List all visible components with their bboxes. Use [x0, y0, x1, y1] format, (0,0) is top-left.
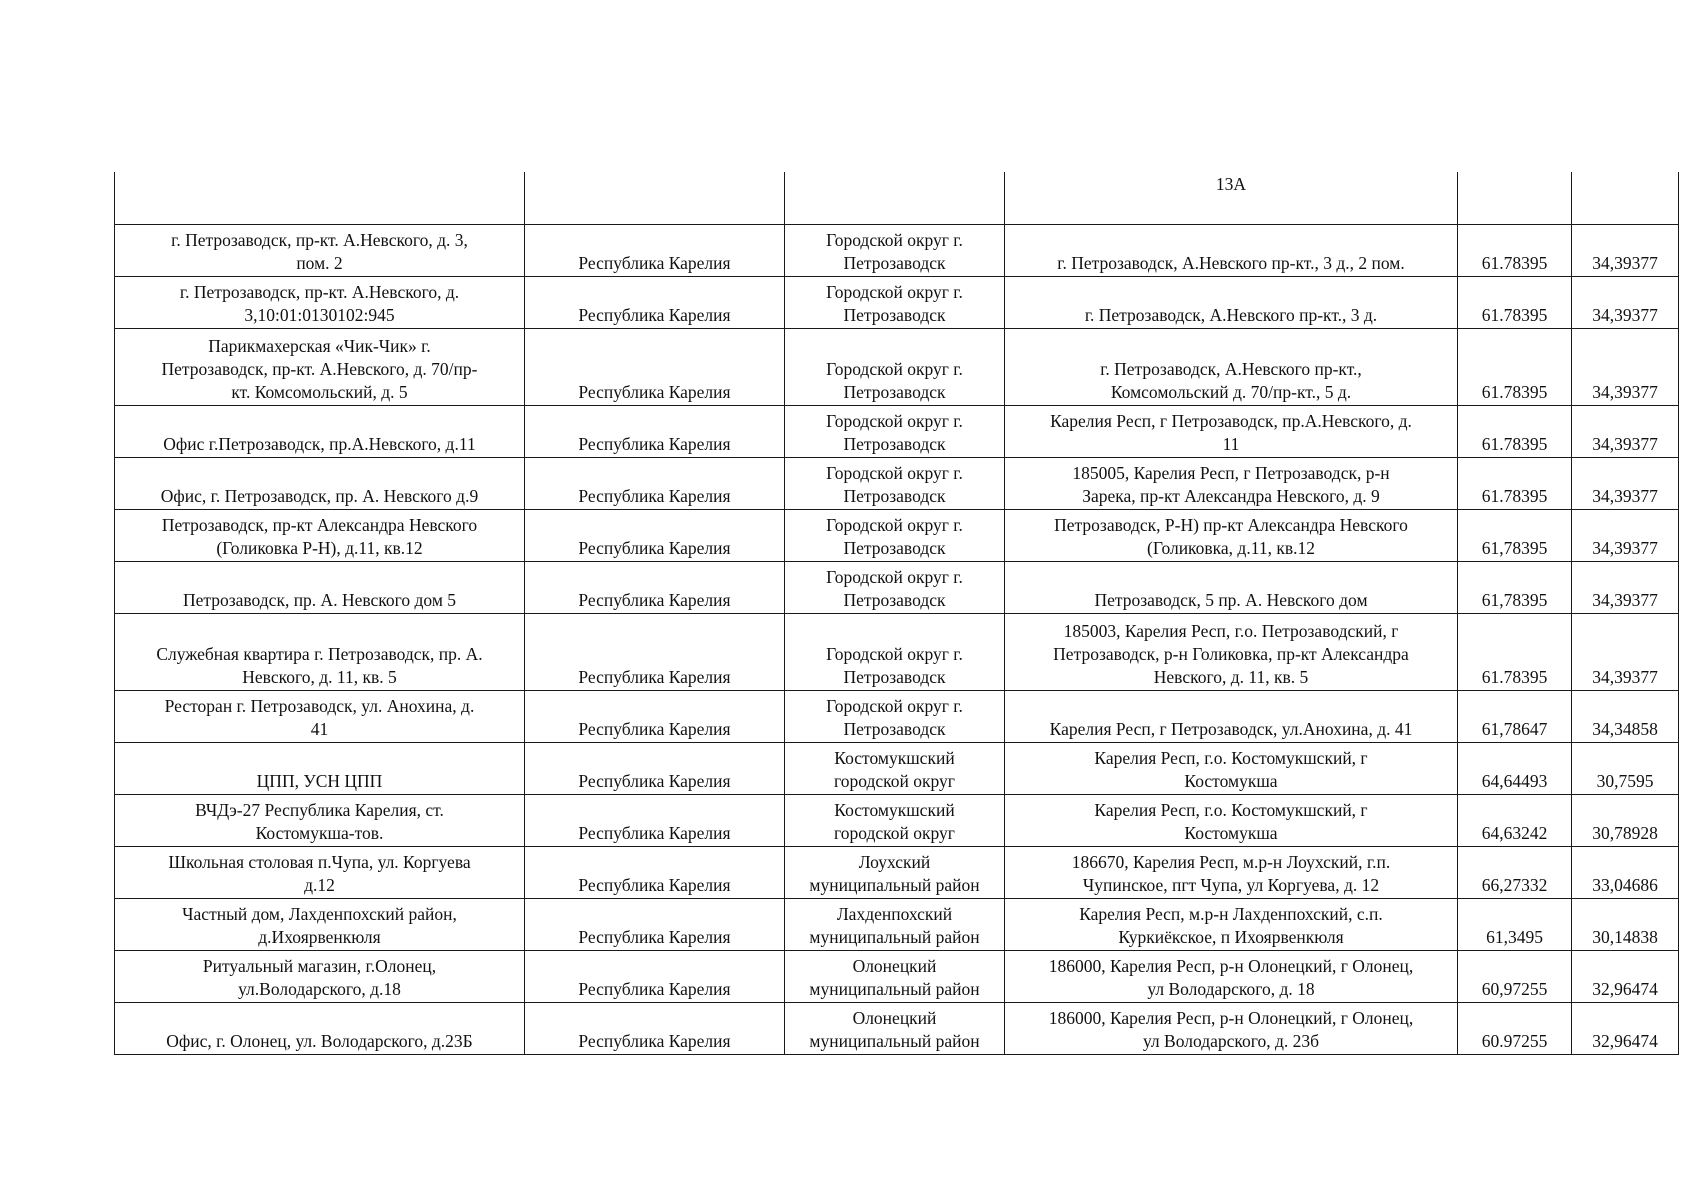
table-row — [115, 509, 1679, 561]
table-cell — [1005, 794, 1458, 846]
table-cell — [525, 328, 785, 405]
cell-text: ВЧДэ-27 Республика Карелия, ст. Костомукша-тов. — [195, 799, 444, 843]
table-cell — [525, 509, 785, 561]
table-cell — [785, 898, 1005, 950]
table-cell — [115, 561, 525, 613]
table-cell — [115, 794, 525, 846]
cell-text: Республика Карелия — [578, 1030, 731, 1051]
cell-text: Городской округ г. Петрозаводск — [826, 566, 963, 610]
table-cell — [1005, 1002, 1458, 1054]
cell-text: 186670, Карелия Респ, м.р-н Лоухский, г.п. Чупинское, пгт Чупа, ул Коргуева, д. 12 — [1071, 851, 1391, 895]
table-cell — [1572, 742, 1679, 794]
cell-text: Лоухский муниципальный район — [809, 851, 980, 895]
cell-text: 32,96474 — [1592, 978, 1658, 999]
table-cell — [115, 224, 525, 276]
table-cell — [1572, 457, 1679, 509]
table-cell — [1572, 405, 1679, 457]
table-cell — [525, 846, 785, 898]
cell-text: Городской округ г. Петрозаводск — [826, 695, 963, 739]
table-cell — [525, 405, 785, 457]
cell-text: 34,39377 — [1592, 666, 1658, 687]
cell-text: Олонецкий муниципальный район — [809, 955, 980, 999]
cell-text: 30,7595 — [1596, 770, 1654, 791]
table-row — [115, 276, 1679, 328]
table-cell — [1458, 794, 1572, 846]
table-cell — [1458, 172, 1572, 224]
table-cell — [1572, 328, 1679, 405]
table-cell — [785, 690, 1005, 742]
table-row — [115, 561, 1679, 613]
table-cell — [1005, 328, 1458, 405]
cell-text: 33,04686 — [1592, 874, 1658, 895]
cell-text: Карелия Респ, г Петрозаводск, ул.Анохина, д. 41 — [1049, 718, 1413, 739]
cell-text: Республика Карелия — [578, 381, 731, 402]
cell-text: 34,39377 — [1592, 537, 1658, 558]
cell-text: 61.78395 — [1481, 433, 1548, 454]
table-cell — [525, 1002, 785, 1054]
table-cell — [115, 846, 525, 898]
cell-text: 30,14838 — [1592, 926, 1658, 947]
table-cell — [1572, 898, 1679, 950]
cell-text: Парикмахерская «Чик-Чик» г. Петрозаводск, пр-кт. А.Невского, д. 70/пр- кт. Комсомольский, д. 5 — [161, 335, 478, 402]
table-cell — [785, 742, 1005, 794]
cell-text: Костомукшский городской округ — [834, 799, 955, 843]
cell-text: 186000, Карелия Респ, р-н Олонецкий, г Олонец, ул Володарского, д. 23б — [1048, 1007, 1414, 1051]
cell-text: Офис г.Петрозаводск, пр.А.Невского, д.11 — [163, 433, 476, 454]
table-cell — [1458, 405, 1572, 457]
cell-text: 13А — [1215, 174, 1247, 194]
table-cell — [525, 613, 785, 690]
cell-text: ЦПП, УСН ЦПП — [256, 770, 383, 791]
table-cell — [1458, 561, 1572, 613]
table-cell — [1005, 276, 1458, 328]
cell-text: 61.78395 — [1481, 666, 1548, 687]
table-cell — [1458, 690, 1572, 742]
cell-text: Республика Карелия — [578, 978, 731, 999]
cell-text: Карелия Респ, г.о. Костомукшский, г Костомукша — [1094, 747, 1368, 791]
table-cell — [785, 328, 1005, 405]
cell-text: Карелия Респ, м.р-н Лахденпохский, с.п. Куркиёкское, п Ихоярвенкюля — [1079, 903, 1383, 947]
table-cell — [525, 950, 785, 1002]
table-cell — [1005, 898, 1458, 950]
cell-text: 34,39377 — [1592, 304, 1658, 325]
table-cell — [1005, 457, 1458, 509]
cell-text: Городской округ г. Петрозаводск — [826, 358, 963, 402]
table-cell — [1458, 328, 1572, 405]
table-cell — [525, 224, 785, 276]
table-row — [115, 898, 1679, 950]
table-cell — [1572, 690, 1679, 742]
table-cell — [525, 794, 785, 846]
cell-text: Петрозаводск, 5 пр. А. Невского дом — [1094, 589, 1368, 610]
table-cell — [115, 457, 525, 509]
cell-text: Костомукшский городской округ — [834, 747, 955, 791]
cell-text: Республика Карелия — [578, 874, 731, 895]
table-cell — [1458, 1002, 1572, 1054]
cell-text: г. Петрозаводск, А.Невского пр-кт., Комсомольский д. 70/пр-кт., 5 д. — [1100, 358, 1362, 402]
table-row — [115, 794, 1679, 846]
cell-text: Карелия Респ, г.о. Костомукшский, г Костомукша — [1094, 799, 1368, 843]
table-row — [115, 457, 1679, 509]
table-cell — [1572, 224, 1679, 276]
cell-text: 61.78395 — [1481, 381, 1548, 402]
cell-text: Петрозаводск, Р-Н) пр-кт Александра Невского (Голиковка, д.11, кв.12 — [1054, 514, 1408, 558]
table-cell — [115, 613, 525, 690]
cell-text: 32,96474 — [1592, 1030, 1658, 1051]
cell-text: 61.78395 — [1481, 485, 1548, 506]
table-cell — [115, 742, 525, 794]
table-cell — [525, 172, 785, 224]
cell-text: Служебная квартира г. Петрозаводск, пр. А. Невского, д. 11, кв. 5 — [156, 643, 483, 687]
cell-text: Карелия Респ, г Петрозаводск, пр.А.Невского, д. 11 — [1050, 410, 1412, 454]
table-cell — [785, 509, 1005, 561]
table-cell — [525, 898, 785, 950]
cell-text: 34,39377 — [1592, 381, 1658, 402]
cell-text: 30,78928 — [1592, 822, 1658, 843]
cell-text: г. Петрозаводск, А.Невского пр-кт., 3 д., 2 пом. — [1057, 252, 1405, 273]
table-cell — [785, 457, 1005, 509]
cell-text: Городской округ г. Петрозаводск — [826, 281, 963, 325]
cell-text: 66,27332 — [1481, 874, 1548, 895]
table-row — [115, 846, 1679, 898]
cell-text: 64,63242 — [1481, 822, 1548, 843]
cell-text: Городской округ г. Петрозаводск — [826, 229, 963, 273]
table-row — [115, 690, 1679, 742]
table-cell — [115, 172, 525, 224]
table-cell — [115, 950, 525, 1002]
cell-text: 34,39377 — [1592, 589, 1658, 610]
cell-text: Республика Карелия — [578, 718, 731, 739]
cell-text: Республика Карелия — [578, 926, 731, 947]
table-cell — [785, 276, 1005, 328]
table-row — [115, 1002, 1679, 1054]
table-cell — [525, 457, 785, 509]
table-cell — [115, 328, 525, 405]
table-cell — [1005, 846, 1458, 898]
table-cell — [785, 561, 1005, 613]
cell-text: Республика Карелия — [578, 485, 731, 506]
table-cell — [1458, 898, 1572, 950]
table-cell — [1458, 613, 1572, 690]
cell-text: 61.78395 — [1481, 304, 1548, 325]
cell-text: 61,3495 — [1486, 926, 1543, 947]
table-row — [115, 172, 1679, 224]
table-cell — [1458, 224, 1572, 276]
cell-text: Олонецкий муниципальный район — [809, 1007, 980, 1051]
cell-text: 61,78395 — [1481, 537, 1548, 558]
table-cell — [1572, 794, 1679, 846]
table-cell — [1458, 846, 1572, 898]
cell-text: 34,39377 — [1592, 485, 1658, 506]
cell-text: 34,39377 — [1592, 433, 1658, 454]
table-cell — [115, 276, 525, 328]
cell-text: г. Петрозаводск, пр-кт. А.Невского, д. 3, пом. 2 — [171, 229, 468, 273]
table-cell — [785, 405, 1005, 457]
table-row — [115, 405, 1679, 457]
address-table — [114, 172, 1679, 1055]
table-cell — [785, 1002, 1005, 1054]
table-cell — [1005, 509, 1458, 561]
cell-text: 61,78647 — [1481, 718, 1548, 739]
cell-text: Городской округ г. Петрозаводск — [826, 410, 963, 454]
table-cell — [1005, 172, 1458, 224]
cell-text: 185003, Карелия Респ, г.о. Петрозаводский, г Петрозаводск, р-н Голиковка, пр-кт Александра Невского, д. 11, кв. 5 — [1053, 620, 1409, 687]
cell-text: 186000, Карелия Респ, р-н Олонецкий, г Олонец, ул Володарского, д. 18 — [1048, 955, 1414, 999]
table-row — [115, 950, 1679, 1002]
cell-text: 60.97255 — [1481, 1030, 1548, 1051]
table-cell — [785, 846, 1005, 898]
cell-text: Ресторан г. Петрозаводск, ул. Анохина, д. 41 — [164, 695, 475, 739]
cell-text: Республика Карелия — [578, 666, 731, 687]
table-cell — [1458, 742, 1572, 794]
table-cell — [1572, 1002, 1679, 1054]
table-cell — [525, 276, 785, 328]
cell-text: г. Петрозаводск, А.Невского пр-кт., 3 д. — [1084, 304, 1378, 325]
table-cell — [785, 224, 1005, 276]
table-body — [115, 172, 1679, 1054]
cell-text: Школьная столовая п.Чупа, ул. Коргуева д.12 — [168, 851, 471, 895]
cell-text: Лахденпохский муниципальный район — [809, 903, 980, 947]
table-cell — [1572, 509, 1679, 561]
table-cell — [785, 613, 1005, 690]
table-cell — [525, 690, 785, 742]
cell-text: 60,97255 — [1481, 978, 1548, 999]
cell-text: Частный дом, Лахденпохский район, д.Ихоярвенкюля — [182, 903, 457, 947]
table-cell — [115, 690, 525, 742]
cell-text: Республика Карелия — [578, 589, 731, 610]
cell-text: 34,39377 — [1592, 252, 1658, 273]
table-cell — [1572, 950, 1679, 1002]
cell-text: Республика Карелия — [578, 304, 731, 325]
table-row — [115, 328, 1679, 405]
cell-text: Республика Карелия — [578, 537, 731, 558]
table-cell — [1458, 509, 1572, 561]
cell-text: Республика Карелия — [578, 822, 731, 843]
table-cell — [785, 794, 1005, 846]
table-cell — [1005, 950, 1458, 1002]
cell-text: Городской округ г. Петрозаводск — [826, 643, 963, 687]
table-cell — [525, 742, 785, 794]
cell-text: Офис, г. Олонец, ул. Володарского, д.23Б — [166, 1030, 473, 1051]
cell-text: Городской округ г. Петрозаводск — [826, 514, 963, 558]
cell-text: Петрозаводск, пр-кт Александра Невского (Голиковка Р-Н), д.11, кв.12 — [161, 514, 478, 558]
table-cell — [525, 561, 785, 613]
cell-text: 61.78395 — [1481, 252, 1548, 273]
cell-text: г. Петрозаводск, пр-кт. А.Невского, д. 3,10:01:0130102:945 — [179, 281, 460, 325]
table-cell — [1005, 405, 1458, 457]
table-cell — [1005, 561, 1458, 613]
table-cell — [115, 405, 525, 457]
cell-text: Городской округ г. Петрозаводск — [826, 462, 963, 506]
table-cell — [1005, 690, 1458, 742]
table-row — [115, 742, 1679, 794]
cell-text: 185005, Карелия Респ, г Петрозаводск, р-н Зарека, пр-кт Александра Невского, д. 9 — [1072, 462, 1390, 506]
table-cell — [1572, 172, 1679, 224]
cell-text: Офис, г. Петрозаводск, пр. А. Невского д.9 — [160, 485, 479, 506]
table-cell — [1458, 457, 1572, 509]
cell-text: 34,34858 — [1592, 718, 1658, 739]
table-cell — [1458, 276, 1572, 328]
table-cell — [785, 950, 1005, 1002]
table-cell — [115, 898, 525, 950]
table-cell — [1005, 742, 1458, 794]
table-row — [115, 224, 1679, 276]
table-cell — [785, 172, 1005, 224]
cell-text: 61,78395 — [1481, 589, 1548, 610]
cell-text: Республика Карелия — [578, 433, 731, 454]
table-cell — [1572, 561, 1679, 613]
table-cell — [1572, 276, 1679, 328]
table-cell — [1458, 950, 1572, 1002]
table-cell — [115, 1002, 525, 1054]
cell-text: Ритуальный магазин, г.Олонец, ул.Володарского, д.18 — [202, 955, 437, 999]
table-cell — [115, 509, 525, 561]
cell-text: Петрозаводск, пр. А. Невского дом 5 — [182, 589, 457, 610]
table-row — [115, 613, 1679, 690]
cell-text: Республика Карелия — [578, 252, 731, 273]
table-cell — [1005, 613, 1458, 690]
table-cell — [1572, 846, 1679, 898]
table-cell — [1572, 613, 1679, 690]
cell-text: 64,64493 — [1481, 770, 1548, 791]
cell-text: Республика Карелия — [578, 770, 731, 791]
table-cell — [1005, 224, 1458, 276]
